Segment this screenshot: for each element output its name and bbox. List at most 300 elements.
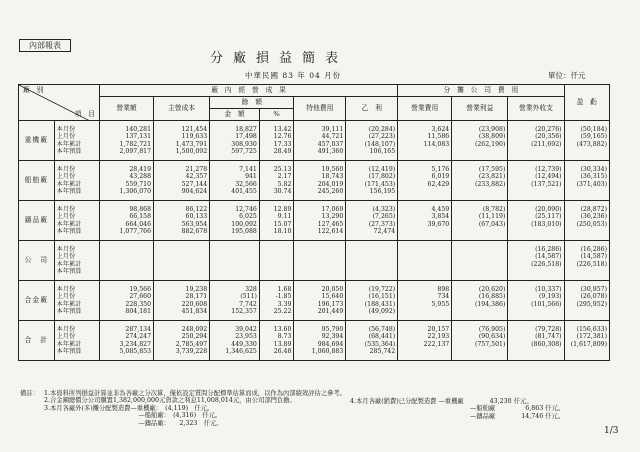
cell-value	[453, 261, 505, 268]
cell-value: (183,010)	[531, 220, 562, 228]
period-label: 本年預算	[56, 307, 82, 315]
cell-value: 5,955	[431, 300, 450, 308]
cell-value: 28,171	[185, 293, 208, 301]
cell-value: 13.42	[273, 126, 292, 134]
note4-block	[350, 398, 564, 420]
gross-header: 餘 額	[210, 97, 294, 109]
cell-value	[453, 188, 505, 195]
cell-value: (79,728)	[535, 326, 562, 334]
cell-value: (16,286)	[535, 246, 562, 254]
cell-value	[509, 228, 561, 235]
cell-gross-amt	[210, 121, 260, 161]
cell-value: 308,930	[231, 140, 257, 148]
cell-cost	[154, 201, 210, 241]
period-labels	[54, 201, 99, 241]
cell-special	[294, 281, 346, 321]
period-labels	[54, 281, 99, 321]
group-internal-header: 廠 內 經 營 成 果	[100, 85, 398, 97]
cell-value: (30,957)	[580, 286, 607, 294]
cell-value: 28,419	[129, 166, 152, 174]
period-label: 本年預算	[56, 227, 82, 235]
factory-name: 鑄品廠	[19, 201, 55, 241]
cell-value	[566, 348, 607, 355]
cell-cost	[154, 321, 210, 361]
cell-value	[261, 253, 292, 260]
cell-value: 1,473,791	[175, 140, 208, 148]
cell-gross-amt	[210, 281, 260, 321]
cell-value	[261, 246, 292, 253]
cell-value: 27,660	[129, 293, 152, 301]
cell-value: 5.82	[277, 180, 292, 188]
cell-value: 137,131	[125, 133, 152, 141]
cell-value: 13,290	[321, 213, 344, 221]
cell-value: 98,868	[129, 206, 152, 214]
table-row	[19, 321, 610, 361]
profit-header: 乙 利	[346, 97, 398, 121]
cell-value: (20,356)	[535, 133, 562, 141]
cell-value	[399, 268, 449, 275]
cell-special	[294, 121, 346, 161]
page-number: 1/3	[604, 426, 619, 436]
cell-value: (20,276)	[535, 126, 562, 134]
cell-special	[294, 321, 346, 361]
sales-header: 營業額	[100, 97, 154, 121]
cell-value: (28,872)	[580, 206, 607, 214]
cell-value: (36,315)	[580, 173, 607, 181]
cell-value: (49,092)	[368, 307, 396, 315]
cell-value	[399, 348, 449, 355]
cell-value: (14,587)	[580, 253, 607, 261]
cell-gross-pct	[259, 281, 294, 321]
cell-value: 804,181	[125, 307, 152, 315]
cell-gross-pct	[259, 121, 294, 161]
cell-nonop	[508, 241, 564, 281]
cell-value: (473,882)	[576, 140, 607, 148]
cell-sales	[100, 281, 154, 321]
cell-value	[261, 261, 292, 268]
profit-loss-table	[18, 84, 610, 361]
cell-value: 449,330	[231, 340, 257, 348]
cell-value: 1,346,625	[225, 347, 257, 355]
cell-value	[261, 268, 292, 275]
cell-value: (757,501)	[474, 340, 506, 348]
period-label: 上月份	[56, 253, 76, 261]
cell-value: (27,373)	[368, 220, 396, 228]
cell-value: 92,394	[321, 333, 344, 341]
period-label: 本年累計	[56, 220, 82, 228]
cell-value: (59,165)	[580, 133, 607, 141]
cell-value	[509, 308, 561, 315]
cell-value	[399, 308, 449, 315]
table-row	[19, 121, 610, 161]
cell-value: 3,854	[431, 213, 450, 221]
cell-value	[295, 261, 343, 268]
cell-value: (56,748)	[368, 326, 396, 334]
corner-header	[19, 85, 100, 121]
cell-value	[155, 268, 207, 275]
cell-profit	[346, 321, 398, 361]
cell-value: 19,238	[185, 286, 208, 294]
period-label: 本年累計	[56, 180, 82, 188]
cell-op-profit	[452, 281, 508, 321]
cell-profit	[346, 161, 398, 201]
cell-value: (16,885)	[478, 293, 506, 301]
cell-gross-pct	[259, 201, 294, 241]
cell-value: 734	[437, 293, 450, 301]
cell-value: 6,025	[239, 213, 257, 221]
cell-value: (90,634)	[478, 333, 506, 341]
op-profit-header: 營業利益	[452, 97, 508, 121]
cell-value: 25.22	[273, 307, 292, 315]
cell-cost	[154, 281, 210, 321]
cell-value: (7,265)	[372, 213, 396, 221]
cell-value: 26.48	[273, 347, 292, 355]
cell-value: 122,614	[317, 227, 344, 235]
cell-value: 287,134	[125, 326, 152, 334]
notes-label: 備註：	[20, 390, 39, 397]
cell-value: 114,083	[423, 140, 450, 148]
table-row	[19, 241, 610, 281]
cell-value	[101, 246, 151, 253]
cell-value: (14,587)	[535, 253, 562, 261]
period-label: 本年預算	[56, 187, 82, 195]
cell-value	[509, 348, 561, 355]
cell-value: 285,742	[369, 347, 396, 355]
cell-value: 60,133	[185, 213, 208, 221]
corner-item-label: 項 目	[74, 109, 95, 118]
cell-value: 196,173	[317, 300, 344, 308]
cell-value: (50,184)	[580, 126, 607, 134]
cell-value: 1.68	[277, 286, 292, 294]
note-line: 3.本月各廠外(多)攤分配製造費—重機廠： (4,119) 仟元。	[44, 404, 214, 412]
cell-value: 152,357	[231, 307, 257, 315]
cell-value: 1,782,721	[119, 140, 152, 148]
cell-value	[347, 253, 395, 260]
cell-value: (11,119)	[478, 213, 506, 221]
cell-value: 984,694	[317, 340, 344, 348]
cell-value	[347, 246, 395, 253]
period-label: 本年預算	[56, 347, 82, 355]
cell-value: (81,747)	[535, 333, 562, 341]
cell-value: 62,429	[427, 180, 450, 188]
cell-value: 156,195	[369, 187, 396, 195]
cell-value: 66,158	[129, 213, 152, 221]
cost-header: 主營成本	[154, 97, 210, 121]
cell-value	[155, 261, 207, 268]
cell-value: 2,097,817	[119, 147, 152, 155]
cell-value	[155, 246, 207, 253]
cell-gross-amt	[210, 161, 260, 201]
gross-amount-header: 金 額	[210, 109, 260, 121]
cell-value: (20,090)	[535, 206, 562, 214]
cell-value: 204,019	[317, 180, 344, 188]
cell-gross-pct	[259, 321, 294, 361]
period-label: 本年預算	[56, 267, 82, 275]
cell-value: 42,357	[185, 173, 208, 181]
cell-value: 5,085,853	[119, 347, 152, 355]
cell-profit	[346, 201, 398, 241]
cell-net	[564, 321, 609, 361]
period-label: 本月份	[56, 326, 76, 334]
cell-value: 86,122	[185, 206, 208, 214]
cell-gross-pct	[259, 241, 294, 281]
note-line: 1.本資料所列損益計算並非為各廠之分次算，僅依設定質問分配標準估算而成，以作為內部績效評估之參考。	[44, 390, 346, 397]
note4-unit: 仟元。	[545, 412, 565, 420]
cell-nonop	[508, 121, 564, 161]
cell-value: (19,722)	[368, 286, 396, 294]
cell-sales	[100, 161, 154, 201]
cell-value	[211, 246, 257, 253]
note4-text: 4.本月各廠(銷費)已分配製造費	[350, 398, 437, 405]
cell-value: 23,953	[235, 333, 257, 341]
cell-value: (511)	[240, 293, 257, 301]
cell-value: (194,386)	[474, 300, 506, 308]
cell-value: 39,111	[321, 126, 344, 134]
cell-expense	[398, 121, 452, 161]
period-label: 本月份	[56, 246, 76, 254]
cell-value	[211, 268, 257, 275]
note4-value: 6,863	[525, 405, 544, 413]
cell-value: (9,193)	[539, 293, 562, 301]
period-labels	[54, 321, 99, 361]
cell-value: (67,043)	[478, 220, 506, 228]
table-row	[19, 201, 610, 241]
cell-value: 228,350	[125, 300, 152, 308]
cell-value	[399, 188, 449, 195]
cell-value: 328	[245, 286, 257, 294]
corner-factory-label: 廠 別	[23, 86, 44, 94]
cell-value	[566, 308, 607, 315]
cell-expense	[398, 201, 452, 241]
cell-value: 5,176	[431, 166, 450, 174]
cell-value: (101,566)	[531, 300, 562, 308]
period-label: 上月份	[56, 293, 76, 301]
cell-value: 664,046	[125, 220, 152, 228]
cell-gross-amt	[210, 241, 260, 281]
notes-block	[20, 390, 346, 427]
cell-value: (535,364)	[364, 340, 396, 348]
cell-nonop	[508, 161, 564, 201]
note4-label: —船舶廠	[470, 405, 496, 413]
cell-value: (172,381)	[576, 333, 607, 341]
cell-value: 39,042	[235, 326, 257, 334]
cell-value: 597,725	[231, 147, 257, 155]
cell-value	[453, 148, 505, 155]
expense-header: 營業費用	[398, 97, 452, 121]
cell-value: 17,498	[235, 133, 257, 141]
cell-value: (250,053)	[576, 220, 607, 228]
period-label: 本月份	[56, 206, 76, 214]
factory-name: 公 司	[19, 241, 55, 281]
cell-value: 20,050	[321, 286, 344, 294]
factory-name: 合 計	[19, 321, 55, 361]
cell-value: (27,223)	[368, 133, 396, 141]
cell-value: 17.33	[273, 140, 292, 148]
cell-value	[399, 261, 449, 268]
period-label: 本年累計	[56, 260, 82, 268]
cell-net	[564, 161, 609, 201]
cell-value: (17,595)	[478, 166, 506, 174]
note-line: —船舶廠： (4,316) 仟元。	[44, 412, 222, 420]
cell-value: 121,454	[181, 126, 208, 134]
cell-value	[295, 268, 343, 275]
cell-op-profit	[452, 161, 508, 201]
cell-value: 220,608	[181, 300, 208, 308]
cell-value: (262,190)	[474, 140, 506, 148]
cell-gross-amt	[210, 321, 260, 361]
report-title: 分廠損益簡表	[210, 51, 349, 66]
cell-value: 2.17	[277, 173, 292, 181]
cell-value: 7,742	[239, 300, 257, 308]
cell-expense	[398, 281, 452, 321]
group-company-header: 分 攤 公 司 費 用	[398, 85, 564, 97]
cell-value: (12,739)	[535, 166, 562, 174]
period-label: 本月份	[56, 166, 76, 174]
cell-value: 32,566	[235, 180, 257, 188]
period-labels	[54, 241, 99, 281]
cell-value	[566, 228, 607, 235]
cell-value: (295,952)	[576, 300, 607, 308]
note4-value: 14,746	[521, 412, 544, 420]
cell-value: 2,785,497	[175, 340, 208, 348]
internal-report-tag: 內部報表	[19, 39, 71, 52]
cell-special	[294, 161, 346, 201]
cell-value: 95,790	[321, 326, 344, 334]
cell-value: (20,620)	[478, 286, 506, 294]
period-labels	[54, 121, 99, 161]
cell-value: 527,144	[181, 180, 208, 188]
cell-sales	[100, 201, 154, 241]
cell-value: 15.07	[273, 220, 292, 228]
report-date: 中華民國 83 年 04 月份	[245, 71, 342, 80]
cell-value: 195,088	[231, 227, 257, 235]
cell-op-profit	[452, 201, 508, 241]
cell-value: (23,821)	[478, 173, 506, 181]
cell-value: 19,560	[321, 166, 344, 174]
cell-profit	[346, 241, 398, 281]
period-label: 本月份	[56, 126, 76, 134]
cell-value: 20,157	[427, 326, 450, 334]
cell-expense	[398, 241, 452, 281]
cell-value: 245,260	[317, 187, 344, 195]
cell-value	[399, 148, 449, 155]
cell-value	[399, 228, 449, 235]
cell-value: 7,141	[239, 166, 257, 174]
cell-cost	[154, 241, 210, 281]
cell-value: 21,278	[185, 166, 208, 174]
cell-value	[211, 253, 257, 260]
cell-value: (8,782)	[482, 206, 506, 214]
cell-value: (68,441)	[368, 333, 396, 341]
net-header: 盈 虧	[564, 85, 609, 121]
cell-value: 106,165	[369, 147, 396, 155]
cell-value: 1,500,092	[175, 147, 208, 155]
cell-value: 401,455	[231, 187, 257, 195]
cell-value: 6,019	[431, 173, 450, 181]
cell-value	[347, 268, 395, 275]
cell-special	[294, 201, 346, 241]
note4-label: —重機廠	[438, 398, 464, 405]
cell-value: 3,624	[431, 126, 450, 134]
period-label: 本年預算	[56, 147, 82, 155]
cell-value: 11,586	[427, 133, 450, 141]
cell-value: 13.60	[273, 326, 292, 334]
cell-nonop	[508, 201, 564, 241]
cell-value: 119,633	[181, 133, 208, 141]
period-label: 本年累計	[56, 300, 82, 308]
period-label: 本年累計	[56, 340, 82, 348]
cell-value: 18.10	[273, 227, 292, 235]
cell-value: 44,721	[321, 133, 344, 141]
cell-op-profit	[452, 121, 508, 161]
cell-value: (38,809)	[478, 133, 506, 141]
cell-op-profit	[452, 241, 508, 281]
cell-value: 882,678	[181, 227, 208, 235]
cell-nonop	[508, 281, 564, 321]
cell-value	[509, 268, 561, 275]
cell-value: (36,236)	[580, 213, 607, 221]
cell-value: (10,337)	[535, 286, 562, 294]
cell-value	[399, 253, 449, 260]
cell-value	[453, 308, 505, 315]
cell-value: (188,431)	[364, 300, 396, 308]
cell-net	[564, 201, 609, 241]
cell-value: 100,092	[231, 220, 257, 228]
cell-value	[347, 261, 395, 268]
cell-value: (30,334)	[580, 166, 607, 174]
cell-value: 127,465	[317, 220, 344, 228]
note-line: —鑄品廠： 2,323 仟元。	[44, 419, 223, 427]
factory-name: 船舶廠	[19, 161, 55, 201]
cell-sales	[100, 321, 154, 361]
cell-value	[211, 261, 257, 268]
cell-value: 18,827	[235, 126, 257, 134]
cell-value: (4,323)	[372, 206, 396, 214]
period-label: 上月份	[56, 213, 76, 221]
note4-value: 43,230	[489, 398, 512, 405]
cell-value: (12,494)	[535, 173, 562, 181]
period-label: 上月份	[56, 173, 76, 181]
cell-expense	[398, 321, 452, 361]
period-labels	[54, 161, 99, 201]
cell-value: (371,403)	[576, 180, 607, 188]
cell-nonop	[508, 321, 564, 361]
cell-special	[294, 241, 346, 281]
cell-value: (12,419)	[368, 166, 396, 174]
cell-value: 30.74	[273, 187, 292, 195]
cell-value: 9.11	[277, 213, 292, 221]
cell-value: 1,077,766	[119, 227, 152, 235]
cell-value	[509, 148, 561, 155]
cell-value: (148,107)	[364, 140, 396, 148]
cell-value	[566, 268, 607, 275]
nonop-header: 營業外收支	[508, 97, 564, 121]
cell-value: 491,360	[317, 147, 344, 155]
cell-value: (16,151)	[368, 293, 396, 301]
cell-value	[295, 253, 343, 260]
cell-value: 18,743	[321, 173, 344, 181]
cell-value: 72,474	[373, 227, 396, 235]
cell-net	[564, 281, 609, 321]
factory-name: 合金廠	[19, 281, 55, 321]
cell-profit	[346, 281, 398, 321]
unit-label: 單位：仟元	[548, 71, 586, 80]
cell-value: 898	[437, 286, 450, 294]
note4-unit: 仟元。	[545, 405, 565, 413]
period-label: 上月份	[56, 133, 76, 141]
cell-value: 8.73	[277, 333, 292, 341]
cell-value	[399, 246, 449, 253]
